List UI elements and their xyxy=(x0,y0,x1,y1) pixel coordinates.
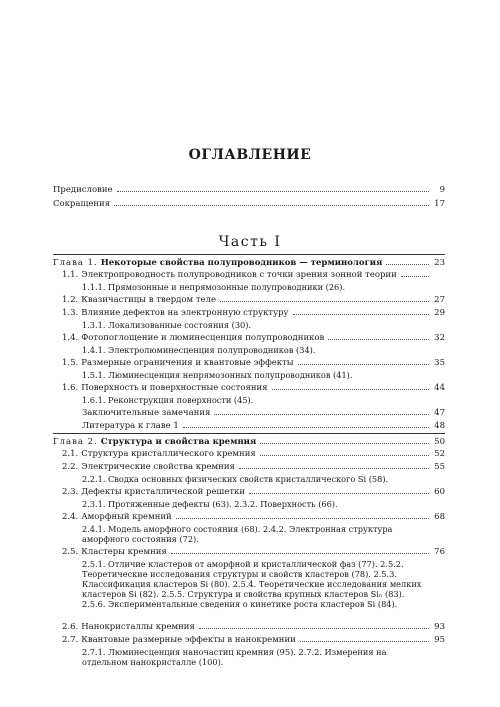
section-number: 1.5. xyxy=(62,358,79,368)
section-title: Дефекты кристаллической решетки xyxy=(81,487,246,497)
entry-page: 35 xyxy=(434,358,445,368)
chapter-title: Некоторые свойства полупроводников — терминология xyxy=(100,258,383,268)
dot-leader xyxy=(298,364,429,365)
section-title: Квантовые размерные эффекты в нанокремнии xyxy=(81,635,296,645)
entry-page: 52 xyxy=(434,449,445,459)
entry-page: 9 xyxy=(439,185,445,195)
entry-title: Сокращения xyxy=(53,199,111,209)
dot-leader xyxy=(117,191,429,192)
toc-entry-preface[interactable] xyxy=(53,185,445,196)
entry-title: Предисловие xyxy=(53,185,113,195)
toc-subsections-1-4[interactable]: 1.4.1. Электролюминесценция полупроводников (34). xyxy=(82,345,316,355)
section-title: Электропроводность полупроводников с точки зрения зонной теории xyxy=(81,270,397,280)
entry-title: Литература к главе 1 xyxy=(82,421,179,431)
toc-chapter-1[interactable] xyxy=(53,258,445,269)
toc-section-2-1[interactable] xyxy=(62,449,445,460)
section-number: 2.1. xyxy=(62,449,79,459)
dot-leader xyxy=(176,518,429,519)
entry-page: 29 xyxy=(434,308,445,318)
section-number: 2.3. xyxy=(62,487,79,497)
chapter-title: Структура и свойства кремния xyxy=(100,437,257,447)
toc-subsections-2-7[interactable]: 2.7.1. Люминесценция наночастиц кремния (95). 2.7.2. Измерения на отдельном нанокристалле (100). xyxy=(82,647,387,667)
toc-entry-literature-1[interactable] xyxy=(82,421,445,432)
toc-subsections-1-1[interactable]: 1.1.1. Прямозонные и непрямозонные полупроводники (26). xyxy=(82,282,346,292)
section-title: Поверхность и поверхностные состояния xyxy=(81,383,268,393)
entry-page: 50 xyxy=(434,437,445,447)
dot-leader xyxy=(260,443,429,444)
section-title: Размерные ограничения и квантовые эффекты xyxy=(81,358,294,368)
entry-page: 23 xyxy=(434,258,445,268)
dot-leader xyxy=(386,264,429,265)
entry-page: 60 xyxy=(434,487,445,497)
entry-page: 48 xyxy=(434,421,445,431)
dot-leader xyxy=(239,468,429,469)
section-number: 1.4. xyxy=(62,333,79,343)
dot-leader xyxy=(249,493,429,494)
section-number: 1.1. xyxy=(62,270,79,280)
entry-page: 17 xyxy=(434,199,445,209)
dot-leader xyxy=(300,641,429,642)
section-number: 1.6. xyxy=(62,383,79,393)
section-title: Кластеры кремния xyxy=(81,547,167,557)
section-number: 2.5. xyxy=(62,547,79,557)
section-number: 2.6. xyxy=(62,622,79,632)
entry-page: 95 xyxy=(434,635,445,645)
dot-leader xyxy=(114,205,429,206)
entry-title: Заключительные замечания xyxy=(82,408,211,418)
toc-section-1-4[interactable] xyxy=(62,333,445,344)
toc-section-2-7[interactable] xyxy=(62,635,445,646)
toc-entry-abbreviations[interactable] xyxy=(53,199,445,210)
toc-subsections-2-2[interactable]: 2.2.1. Сводка основных физических свойств кристаллического Si (58). xyxy=(82,474,389,484)
toc-section-2-3[interactable] xyxy=(62,487,445,498)
section-number: 2.2. xyxy=(62,462,79,472)
entry-page: 93 xyxy=(434,622,445,632)
toc-subsections-2-3[interactable]: 2.3.1. Протяженные дефекты (63). 2.3.2. Поверхность (66). xyxy=(82,499,338,509)
section-title: Структура кристаллического кремния xyxy=(81,449,256,459)
dot-leader xyxy=(401,276,429,277)
toc-subsections-1-5[interactable]: 1.5.1. Люминесценция непрямозонных полупроводников (41). xyxy=(82,370,353,380)
chapter-number: Глава 2. xyxy=(53,437,98,447)
section-title: Фотопоглощение и люминесценция полупроводников xyxy=(81,333,325,343)
toc-subsections-2-5[interactable]: 2.5.1. Отличие кластеров от аморфной и кристаллической фаз (77). 2.5.2. Теоретические исследования структуры и свойств кластеров (78). 2.5.3. Классификация кластеров Si (80). 2.5.4. Теоретические исследования мелких кластеров Si (82). 2.5.5. Структура и свойства крупных кластеров Siₙ (83). 2.5.6. Экспериментальные сведения о кинетике роста кластеров Si (84). xyxy=(82,559,422,609)
entry-page: 27 xyxy=(434,295,445,305)
toc-subsections-1-6[interactable]: 1.6.1. Реконструкция поверхности (45). xyxy=(82,395,254,405)
section-title: Нанокристаллы кремния xyxy=(81,622,195,632)
section-title: Влияние дефектов на электронную структуру xyxy=(81,308,289,318)
section-number: 1.2. xyxy=(62,295,79,305)
toc-section-1-6[interactable] xyxy=(62,383,445,394)
dot-leader xyxy=(199,628,429,629)
toc-section-1-3[interactable] xyxy=(62,308,445,319)
section-number: 1.3. xyxy=(62,308,79,318)
chapter-number: Глава 1. xyxy=(53,258,98,268)
dot-leader xyxy=(272,389,429,390)
toc-chapter-2[interactable] xyxy=(53,437,445,448)
dot-leader xyxy=(214,414,429,415)
section-title: Аморфный кремний xyxy=(81,512,172,522)
toc-section-2-2[interactable] xyxy=(62,462,445,473)
part-title: Часть I xyxy=(218,234,282,250)
toc-section-2-6[interactable] xyxy=(62,622,445,633)
section-title: Квазичастицы в твердом теле xyxy=(81,295,216,305)
dot-leader xyxy=(328,339,429,340)
toc-section-2-5[interactable] xyxy=(62,547,445,558)
chapter1-rule xyxy=(53,254,445,255)
dot-leader xyxy=(183,427,429,428)
dot-leader xyxy=(293,314,429,315)
toc-entry-closing-remarks[interactable] xyxy=(82,408,445,419)
dot-leader xyxy=(220,301,429,302)
entry-page: 47 xyxy=(434,408,445,418)
toc-heading: ОГЛАВЛЕНИЕ xyxy=(188,147,312,163)
section-number: 2.7. xyxy=(62,635,79,645)
entry-page: 76 xyxy=(434,547,445,557)
entry-page: 44 xyxy=(434,383,445,393)
toc-section-1-1[interactable] xyxy=(62,270,445,281)
dot-leader xyxy=(260,455,429,456)
toc-section-2-4[interactable] xyxy=(62,512,445,523)
toc-subsections-2-4[interactable]: 2.4.1. Модель аморфного состояния (68). 2.4.2. Электронная структура аморфного состояния (72). xyxy=(82,524,393,544)
section-number: 2.4. xyxy=(62,512,79,522)
toc-subsections-1-3[interactable]: 1.3.1. Локализованные состояния (30). xyxy=(82,320,252,330)
toc-section-1-2[interactable] xyxy=(62,295,445,306)
chapter2-rule xyxy=(53,433,445,434)
toc-section-1-5[interactable] xyxy=(62,358,445,369)
entry-page: 32 xyxy=(434,333,445,343)
section-title: Электрические свойства кремния xyxy=(81,462,235,472)
entry-page: 68 xyxy=(434,512,445,522)
entry-page: 55 xyxy=(434,462,445,472)
dot-leader xyxy=(171,553,429,554)
